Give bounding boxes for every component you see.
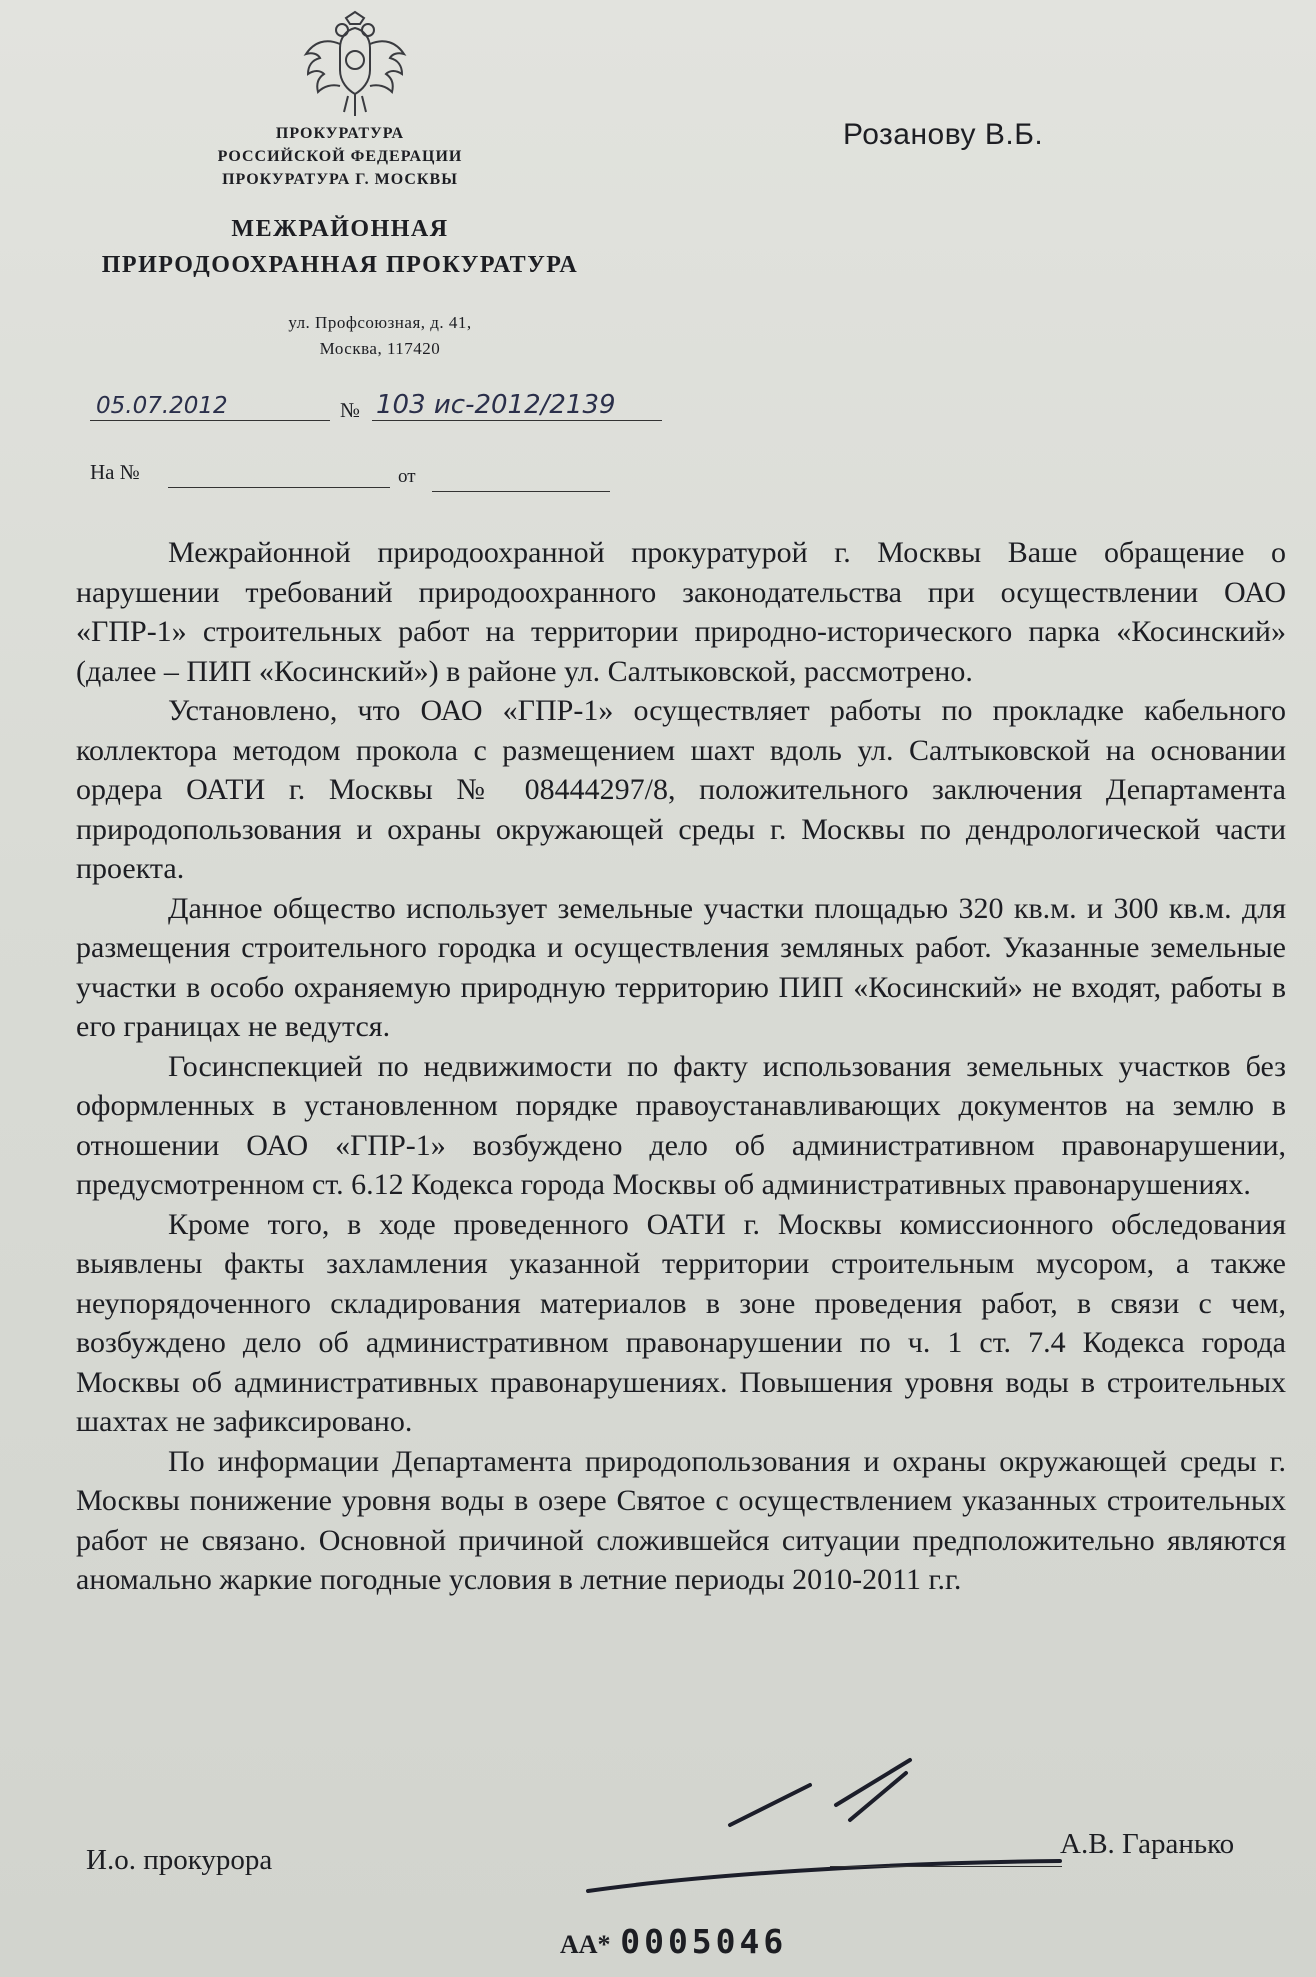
paragraph: Госинспекцией по недвижимости по факту использования земельных участков без оформленных в установленном порядке правоустанавливающих документов на землю в отношении ОАО «ГПР-1» возбуждено дело об административном правонарушении, предусмотренном ст. 6.12 Кодекса города Москвы об административных правонарушениях. xyxy=(76,1049,1286,1201)
header-line-1: ПРОКУРАТУРА xyxy=(275,125,405,142)
document-number: 103 ис-2012/2139 xyxy=(376,390,616,420)
date-underline xyxy=(90,420,330,421)
number-underline xyxy=(372,420,662,421)
paragraph: Установлено, что ОАО «ГПР-1» осуществляет работы по прокладке кабельного коллектора методом прокола с размещением шахт вдоль ул. Салтыковской на основании ордера ОАТИ г. Москвы № 08444297/8, положительного заключения Департамента природопользования и охраны окружающей среды г. Москвы по дендрологической части проекта. xyxy=(76,694,1286,885)
paragraph: По информации Департамента природопользования и охраны окружающей среды г. Москвы понижение уровня воды в озере Святое с осуществлением указанных строительных работ не связано. Основной причиной сложившейся ситуации предположительно являются аномально жаркие погодные условия в летние периоды 2010-2011 г.г. xyxy=(76,1444,1286,1596)
signature-underline xyxy=(830,1866,1062,1867)
paragraph: Межрайонной природоохранной прокуратурой г. Москвы Ваше обращение о нарушении требований природоохранного законодательства при осуществлении ОАО «ГПР-1» строительных работ на территории природно-исторического парка «Косинский» (далее – ПИП «Косинский») в районе ул. Салтыковской, рассмотрено. xyxy=(76,536,1286,688)
header-address-1: ул. Профсоюзная, д. 41, xyxy=(288,313,472,332)
header-dept-1: МЕЖРАЙОННАЯ xyxy=(231,216,449,242)
header-address-2: Москва, 117420 xyxy=(319,339,441,358)
from-underline xyxy=(432,491,610,492)
coat-of-arms-icon xyxy=(296,8,414,120)
signer-title: И.о. прокурора xyxy=(86,1844,273,1876)
serial-value: 0005046 xyxy=(620,1922,788,1961)
on-number-underline xyxy=(168,487,390,488)
document-date: 05.07.2012 xyxy=(96,393,228,419)
signer-name: А.В. Гаранько xyxy=(1060,1828,1235,1860)
recipient-name: Розанову В.Б. xyxy=(843,118,1044,151)
header-dept-2: ПРИРОДООХРАННАЯ ПРОКУРАТУРА xyxy=(101,252,579,278)
header-line-2: РОССИЙСКОЙ ФЕДЕРАЦИИ xyxy=(217,148,463,165)
header-line-3: ПРОКУРАТУРА Г. МОСКВЫ xyxy=(222,171,458,188)
signature-scribble-icon xyxy=(580,1755,1080,1905)
number-label: № xyxy=(340,398,361,422)
serial-prefix: АА* xyxy=(560,1930,611,1959)
serial-number xyxy=(560,1922,787,1961)
letter-body xyxy=(76,533,1286,1600)
on-number-label: На № xyxy=(90,460,140,484)
paragraph: Данное общество использует земельные участки площадью 320 кв.м. и 300 кв.м. для размещения строительного городка и осуществления земляных работ. Указанные земельные участки в особо охраняемую природную территорию ПИП «Косинский» не входят, работы в его границах не ведутся. xyxy=(76,891,1286,1043)
paragraph: Кроме того, в ходе проведенного ОАТИ г. Москвы комиссионного обследования выявлены факты захламления указанной территории строительным мусором, а также неупорядоченного складирования материалов в зоне проведения работ, в связи с чем, возбуждено дело об административном правонарушении по ч. 1 ст. 7.4 Кодекса города Москвы об административных правонарушениях. Повышения уровня воды в строительных шахтах не зафиксировано. xyxy=(76,1207,1286,1438)
from-label: от xyxy=(398,466,416,487)
